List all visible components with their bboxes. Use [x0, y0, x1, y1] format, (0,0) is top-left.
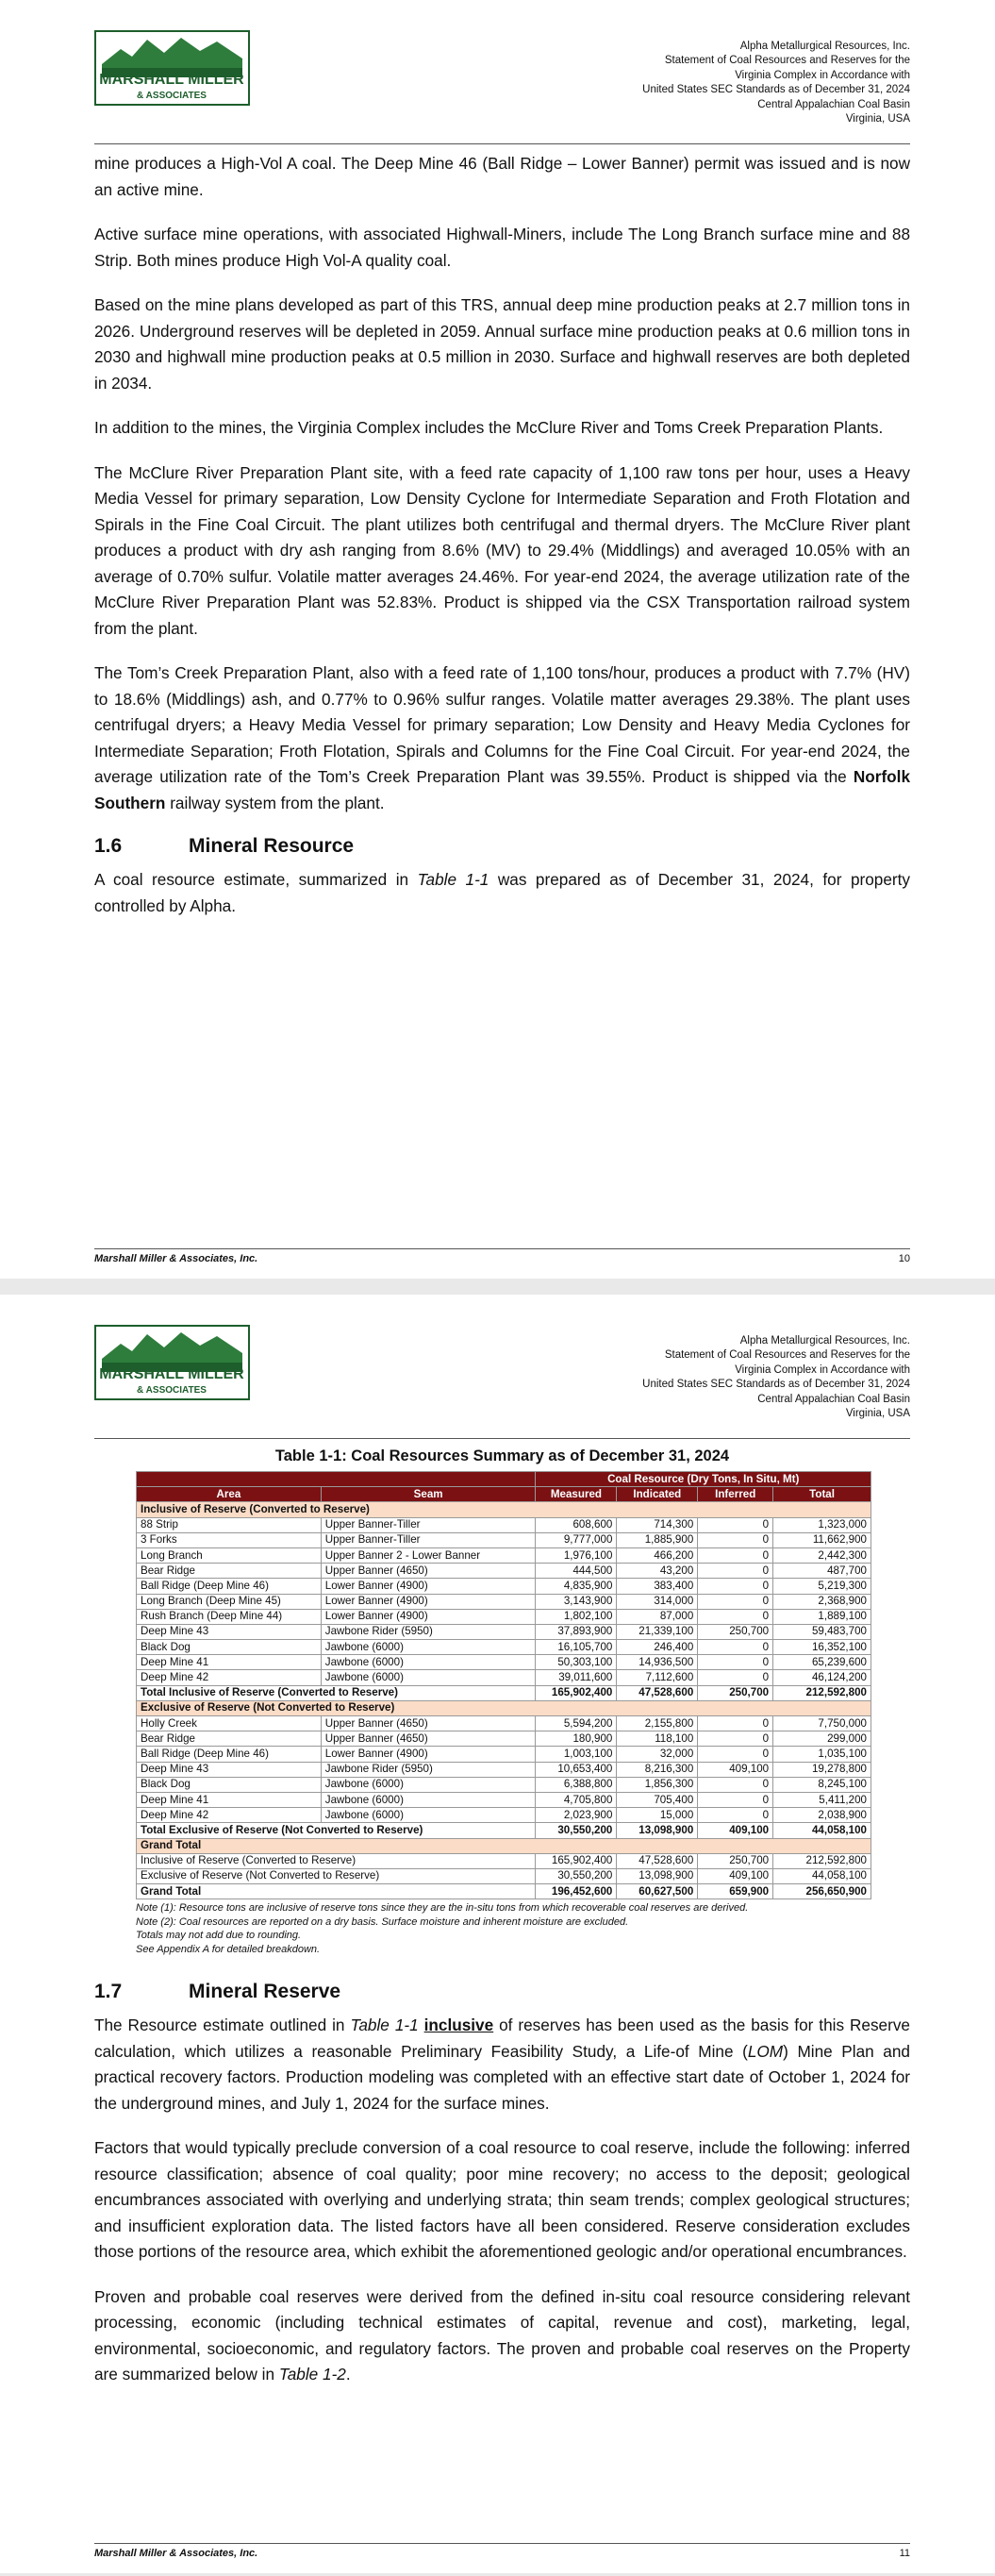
table-row: [137, 1547, 871, 1563]
table-row: [137, 1594, 871, 1609]
logo-graphic: [94, 30, 250, 106]
column-header: Indicated: [617, 1487, 698, 1502]
table-cell: Jawbone Rider (5950): [321, 1624, 536, 1639]
header-divider: [94, 1438, 910, 1439]
table-cell: 13,098,900: [617, 1823, 698, 1838]
table-cell: Black Dog: [137, 1777, 322, 1792]
table-cell: 0: [698, 1747, 773, 1762]
table-cell: 4,705,800: [536, 1792, 617, 1807]
header-line: United States SEC Standards as of December 31, 2024: [642, 84, 910, 96]
table-note: See Appendix A for detailed breakdown.: [136, 1943, 321, 1955]
table-cell: Long Branch (Deep Mine 45): [137, 1594, 322, 1609]
table-cell: 409,100: [698, 1868, 773, 1883]
column-header: Measured: [536, 1487, 617, 1502]
table-cell: 6,388,800: [536, 1777, 617, 1792]
table-cell: 59,483,700: [773, 1624, 871, 1639]
table-cell: Jawbone (6000): [321, 1670, 536, 1685]
table-cell: 0: [698, 1670, 773, 1685]
table-cell: 0: [698, 1594, 773, 1609]
table-cell: Upper Banner (4650): [321, 1564, 536, 1579]
table-reference: Table 1-1: [350, 2016, 419, 2035]
column-header: Inferred: [698, 1487, 773, 1502]
table-cell: 0: [698, 1547, 773, 1563]
table-cell: Holly Creek: [137, 1716, 322, 1731]
table-cell: Upper Banner-Tiller: [321, 1532, 536, 1547]
table-cell: Bear Ridge: [137, 1731, 322, 1747]
header-line: Central Appalachian Coal Basin: [757, 98, 910, 110]
table-cell: 30,550,200: [536, 1868, 617, 1883]
table-cell: 5,411,200: [773, 1792, 871, 1807]
table-cell: Ball Ridge (Deep Mine 46): [137, 1579, 322, 1594]
table-cell: 19,278,800: [773, 1762, 871, 1777]
table-cell: 0: [698, 1716, 773, 1731]
table-cell: 0: [698, 1532, 773, 1547]
paragraph: Proven and probable coal reserves were derived from the defined in-situ coal resource considering relevant processing, economic (including technical estimates of capital, revenue and cost), marketing, legal, environmental, socioeconomic, and regulatory factors. The proven and probable coal reserves on the Property are summarized below in Table 1-2.: [94, 2286, 910, 2384]
table-cell: Deep Mine 41: [137, 1792, 322, 1807]
table-row: [137, 1624, 871, 1639]
table-cell: 16,105,700: [536, 1640, 617, 1655]
table-cell: Deep Mine 43: [137, 1624, 322, 1639]
paragraph: Active surface mine operations, with associated Highwall-Miners, include The Long Branch surface mine and 88 Strip. Both mines produce High Vol-A quality coal.: [94, 225, 910, 270]
group-header: Coal Resource (Dry Tons, In Situ, Mt): [536, 1472, 871, 1487]
table-cell: Deep Mine 41: [137, 1655, 322, 1670]
table-cell: 466,200: [617, 1547, 698, 1563]
table-cell: Deep Mine 42: [137, 1808, 322, 1823]
header-line: Alpha Metallurgical Resources, Inc.: [739, 1335, 910, 1347]
table-cell: 0: [698, 1792, 773, 1807]
table-cell: Jawbone Rider (5950): [321, 1762, 536, 1777]
table-row: [137, 1731, 871, 1747]
page-footer: [94, 2543, 910, 2559]
table-cell: 212,592,800: [773, 1685, 871, 1700]
table-cell: Lower Banner (4900): [321, 1579, 536, 1594]
table-cell: 299,000: [773, 1731, 871, 1747]
table-cell: 1,802,100: [536, 1609, 617, 1624]
section-heading: 1.7 Mineral Reserve: [94, 1981, 341, 2003]
table-body: [137, 1502, 871, 1899]
table-row: [137, 1853, 871, 1868]
table-cell: 256,650,900: [773, 1884, 871, 1899]
emphasis-inclusive: inclusive: [423, 2016, 494, 2035]
header-line: Virginia Complex in Accordance with: [735, 69, 910, 81]
table-row: [137, 1670, 871, 1685]
table-cell: 2,038,900: [773, 1808, 871, 1823]
table-cell: 60,627,500: [617, 1884, 698, 1899]
page-body: [94, 1446, 910, 2407]
group-label: Inclusive of Reserve (Converted to Reserve): [137, 1502, 871, 1517]
paragraph: Factors that would typically preclude conversion of a coal resource to coal reserve, include the following: inferred resource classification; absence of coal quality; poor mine recovery; no access to the deposit; geological encumbrances associated with overlying and underlying strata; thin seam trends; complex geological structures; and insufficient exploration data. The listed factors have all been considered. Reserve consideration excludes those portions of the resource area, which exhibit the aforementioned geologic and/or operational encumbrances.: [94, 2138, 910, 2262]
logo-wordmark: MARSHALL MILLER: [99, 72, 244, 88]
table-cell: 246,400: [617, 1640, 698, 1655]
table-cell: 0: [698, 1579, 773, 1594]
table-cell: 1,889,100: [773, 1609, 871, 1624]
page-number: 11: [899, 2548, 910, 2559]
table-cell: Long Branch: [137, 1547, 322, 1563]
table-cell: 1,885,900: [617, 1532, 698, 1547]
table-cell: Grand Total: [137, 1884, 536, 1899]
table-cell: 165,902,400: [536, 1853, 617, 1868]
logo-graphic: [94, 1325, 250, 1400]
group-label: Exclusive of Reserve (Not Converted to Reserve): [137, 1700, 871, 1715]
table-cell: 8,216,300: [617, 1762, 698, 1777]
table-cell: 1,035,100: [773, 1747, 871, 1762]
paragraph-toms-creek: The Tom’s Creek Preparation Plant, also with a feed rate of 1,100 tons/hour, produces a product with 7.7% (HV) to 18.6% (Middlings) ash, and 0.77% to 0.96% sulfur ranges. Volatile matter averages 29.38%. The plant uses centrifugal dryers; a Heavy Media Vessel for primary separation; Low Density and Heavy Media Cyclones for Intermediate Separation; Froth Flotation, Spirals and Columns for the Fine Coal Circuit. For year-end 2024, the average utilization rate of the Tom’s Creek Preparation Plant was 39.55%. Product is shipped via the Norfolk Southern railway system from the plant.: [94, 663, 910, 812]
table-row: [137, 1792, 871, 1807]
table-cell: 487,700: [773, 1564, 871, 1579]
table-cell: 705,400: [617, 1792, 698, 1807]
table-cell: 43,200: [617, 1564, 698, 1579]
table-group-row: [137, 1838, 871, 1853]
table-cell: Exclusive of Reserve (Not Converted to Reserve): [137, 1868, 536, 1883]
table-cell: 0: [698, 1731, 773, 1747]
table-title: Table 1-1: Coal Resources Summary as of December 31, 2024: [274, 1447, 730, 1464]
company-logo: [94, 1325, 250, 1400]
table-cell: 180,900: [536, 1731, 617, 1747]
table-cell: 47,528,600: [617, 1685, 698, 1700]
table-cell: 409,100: [698, 1762, 773, 1777]
page-number: 10: [898, 1253, 910, 1264]
table-cell: 0: [698, 1655, 773, 1670]
page-10: [0, 0, 995, 1279]
table-cell: Jawbone (6000): [321, 1655, 536, 1670]
table-cell: 5,594,200: [536, 1716, 617, 1731]
table-cell: Jawbone (6000): [321, 1640, 536, 1655]
table-cell: Lower Banner (4900): [321, 1747, 536, 1762]
header-line: United States SEC Standards as of December 31, 2024: [642, 1379, 910, 1391]
table-cell: Deep Mine 43: [137, 1762, 322, 1777]
header-line: Statement of Coal Resources and Reserves for the: [664, 1349, 910, 1362]
table-cell: 14,936,500: [617, 1655, 698, 1670]
table-total-row: [137, 1884, 871, 1899]
table-cell: Upper Banner-Tiller: [321, 1517, 536, 1532]
table-cell: Ball Ridge (Deep Mine 46): [137, 1747, 322, 1762]
table-cell: 0: [698, 1808, 773, 1823]
table-cell: Upper Banner (4650): [321, 1716, 536, 1731]
table-cell: 0: [698, 1517, 773, 1532]
table-cell: 212,592,800: [773, 1853, 871, 1868]
table-cell: Total Exclusive of Reserve (Not Converted to Reserve): [137, 1823, 536, 1838]
table-cell: 16,352,100: [773, 1640, 871, 1655]
table-cell: 37,893,900: [536, 1624, 617, 1639]
lom-abbreviation: LOM: [747, 2041, 784, 2061]
table-cell: Deep Mine 42: [137, 1670, 322, 1685]
table-row: [137, 1762, 871, 1777]
table-cell: Bear Ridge: [137, 1564, 322, 1579]
table-row: [137, 1868, 871, 1883]
table-cell: 44,058,100: [773, 1823, 871, 1838]
document-header: [642, 40, 910, 126]
table-cell: 4,835,900: [536, 1579, 617, 1594]
table-cell: Upper Banner 2 - Lower Banner: [321, 1547, 536, 1563]
table-cell: 2,023,900: [536, 1808, 617, 1823]
table-reference: Table 1-2: [278, 2365, 346, 2384]
table-cell: 0: [698, 1777, 773, 1792]
paragraph: A coal resource estimate, summarized in Table 1-1 was prepared as of December 31, 2024, for property controlled by Alpha.: [94, 870, 910, 915]
table-row: [137, 1564, 871, 1579]
table-cell: 659,900: [698, 1884, 773, 1899]
page-footer: [94, 1248, 910, 1264]
table-row: [137, 1716, 871, 1731]
table-cell: 30,550,200: [536, 1823, 617, 1838]
section-heading: 1.6 Mineral Resource: [94, 835, 355, 857]
header-line: Virginia, USA: [845, 1408, 910, 1420]
table-cell: Jawbone (6000): [321, 1777, 536, 1792]
table-cell: Jawbone (6000): [321, 1792, 536, 1807]
document-header: [642, 1334, 910, 1421]
table-cell: 10,653,400: [536, 1762, 617, 1777]
svg-text:& ASSOCIATES: & ASSOCIATES: [137, 1385, 207, 1396]
table-cell: 409,100: [698, 1823, 773, 1838]
table-cell: Lower Banner (4900): [321, 1609, 536, 1624]
table-note: Note (1): Resource tons are inclusive of reserve tons since they are the in-situ tons from which recoverable coal reserves are derived.: [136, 1902, 749, 1915]
table-cell: 88 Strip: [137, 1517, 322, 1532]
table-row: [137, 1640, 871, 1655]
table-cell: 8,245,100: [773, 1777, 871, 1792]
railway-name: Norfolk Southern: [94, 767, 910, 812]
table-cell: 11,662,900: [773, 1532, 871, 1547]
table-cell: Jawbone (6000): [321, 1808, 536, 1823]
table-row: [137, 1808, 871, 1823]
table-note: Note (2): Coal resources are reported on a dry basis. Surface moisture and inherent moisture are excluded.: [136, 1915, 629, 1928]
table-cell: Upper Banner (4650): [321, 1731, 536, 1747]
header-line: Central Appalachian Coal Basin: [757, 1393, 910, 1405]
paragraph: Based on the mine plans developed as part of this TRS, annual deep mine production peaks at 2.7 million tons in 2026. Underground reserves will be depleted in 2059. Annual surface mine production peaks at 0.6 million tons in 2030 and highwall mine production peaks at 0.5 million in 2030. Surface and highwall reserves are both depleted in 2034.: [94, 295, 910, 393]
table-cell: 3,143,900: [536, 1594, 617, 1609]
paragraph: The Resource estimate outlined in Table 1-1 inclusive of reserves has been used as the basis for this Reserve calculation, which utilizes a reasonable Preliminary Feasibility Study, a Life-of Mine (LOM) Mine Plan and practical recovery factors. Production modeling was completed with an effective start date of October 1, 2024 for the underground mines, and July 1, 2024 for the surface mines.: [94, 2016, 910, 2113]
table-cell: 3 Forks: [137, 1532, 322, 1547]
table-notes: [136, 1901, 910, 1956]
table-row: [137, 1655, 871, 1670]
table-cell: 383,400: [617, 1579, 698, 1594]
table-cell: 44,058,100: [773, 1868, 871, 1883]
column-header: Total: [773, 1487, 871, 1502]
table-cell: 7,112,600: [617, 1670, 698, 1685]
table-total-row: [137, 1685, 871, 1700]
table-cell: 714,300: [617, 1517, 698, 1532]
table-row: [137, 1517, 871, 1532]
table-cell: 1,003,100: [536, 1747, 617, 1762]
table-cell: 2,155,800: [617, 1716, 698, 1731]
table-cell: 87,000: [617, 1609, 698, 1624]
table-cell: 250,700: [698, 1853, 773, 1868]
table-row: [137, 1747, 871, 1762]
table-cell: Black Dog: [137, 1640, 322, 1655]
table-row: [137, 1579, 871, 1594]
table-row: [137, 1609, 871, 1624]
header-line: Statement of Coal Resources and Reserves for the: [664, 55, 910, 67]
table-cell: 1,976,100: [536, 1547, 617, 1563]
table-group-row: [137, 1502, 871, 1517]
table-row: [137, 1777, 871, 1792]
footer-company: Marshall Miller & Associates, Inc.: [94, 1253, 258, 1264]
paragraph: In addition to the mines, the Virginia Complex includes the McClure River and Toms Creek Preparation Plants.: [94, 418, 884, 437]
table-cell: 7,750,000: [773, 1716, 871, 1731]
table-cell: Total Inclusive of Reserve (Converted to Reserve): [137, 1685, 536, 1700]
table-cell: 5,219,300: [773, 1579, 871, 1594]
table-cell: 50,303,100: [536, 1655, 617, 1670]
table-total-row: [137, 1823, 871, 1838]
table-cell: 46,124,200: [773, 1670, 871, 1685]
table-cell: 21,339,100: [617, 1624, 698, 1639]
page-body: [94, 151, 910, 938]
table-cell: 2,368,900: [773, 1594, 871, 1609]
table-cell: 0: [698, 1564, 773, 1579]
table-cell: 165,902,400: [536, 1685, 617, 1700]
table-cell: 250,700: [698, 1624, 773, 1639]
logo-wordmark: MARSHALL MILLER: [99, 1366, 244, 1382]
paragraph: The McClure River Preparation Plant site, with a feed rate capacity of 1,100 raw tons per hour, uses a Heavy Media Vessel for primary separation, Low Density Cyclone for Intermediate Separation and Froth Flotation and Spirals in the Fine Coal Circuit. The plant utilizes both centrifugal and thermal dryers. The McClure River plant produces a product with dry ash ranging from 8.6% (MV) to 29.4% (Middlings) and averaged 10.05% with an average of 0.70% sulfur. Volatile matter averages 24.46%. For year-end 2024, the average utilization rate of the McClure River Preparation Plant was 52.83%. Product is shipped via the CSX Transportation railroad system from the plant.: [94, 462, 910, 638]
table-cell: 65,239,600: [773, 1655, 871, 1670]
table-cell: 314,000: [617, 1594, 698, 1609]
table-cell: 444,500: [536, 1564, 617, 1579]
table-note: Totals may not add due to rounding.: [136, 1930, 302, 1942]
header-line: Virginia, USA: [845, 113, 910, 125]
table-row: [137, 1532, 871, 1547]
table-cell: 39,011,600: [536, 1670, 617, 1685]
svg-text:& ASSOCIATES: & ASSOCIATES: [137, 91, 207, 101]
table-cell: Inclusive of Reserve (Converted to Reserve): [137, 1853, 536, 1868]
table-cell: Rush Branch (Deep Mine 44): [137, 1609, 322, 1624]
table-cell: 47,528,600: [617, 1853, 698, 1868]
column-header: Seam: [321, 1487, 536, 1502]
table-group-row: [137, 1700, 871, 1715]
table-cell: 15,000: [617, 1808, 698, 1823]
table-cell: 1,323,000: [773, 1517, 871, 1532]
table-cell: 608,600: [536, 1517, 617, 1532]
table-cell: 2,442,300: [773, 1547, 871, 1563]
table-cell: 0: [698, 1609, 773, 1624]
coal-resources-table: [136, 1471, 871, 1899]
table-cell: 9,777,000: [536, 1532, 617, 1547]
table-reference: Table 1-1: [417, 870, 489, 889]
column-header: Area: [137, 1487, 322, 1502]
footer-company: Marshall Miller & Associates, Inc.: [94, 2548, 258, 2559]
page-11: [0, 1295, 995, 2573]
table-cell: 196,452,600: [536, 1884, 617, 1899]
paragraph: mine produces a High-Vol A coal. The Deep Mine 46 (Ball Ridge – Lower Banner) permit was issued and is now an active mine.: [94, 154, 910, 199]
table-cell: 1,856,300: [617, 1777, 698, 1792]
table-cell: 32,000: [617, 1747, 698, 1762]
table-cell: 0: [698, 1640, 773, 1655]
group-label: Grand Total: [137, 1838, 871, 1853]
company-logo: [94, 30, 250, 106]
table-cell: 13,098,900: [617, 1868, 698, 1883]
table-cell: Lower Banner (4900): [321, 1594, 536, 1609]
header-divider: [94, 143, 910, 144]
table-cell: 118,100: [617, 1731, 698, 1747]
table-cell: 250,700: [698, 1685, 773, 1700]
header-line: Virginia Complex in Accordance with: [735, 1363, 910, 1376]
header-line: Alpha Metallurgical Resources, Inc.: [739, 41, 910, 52]
